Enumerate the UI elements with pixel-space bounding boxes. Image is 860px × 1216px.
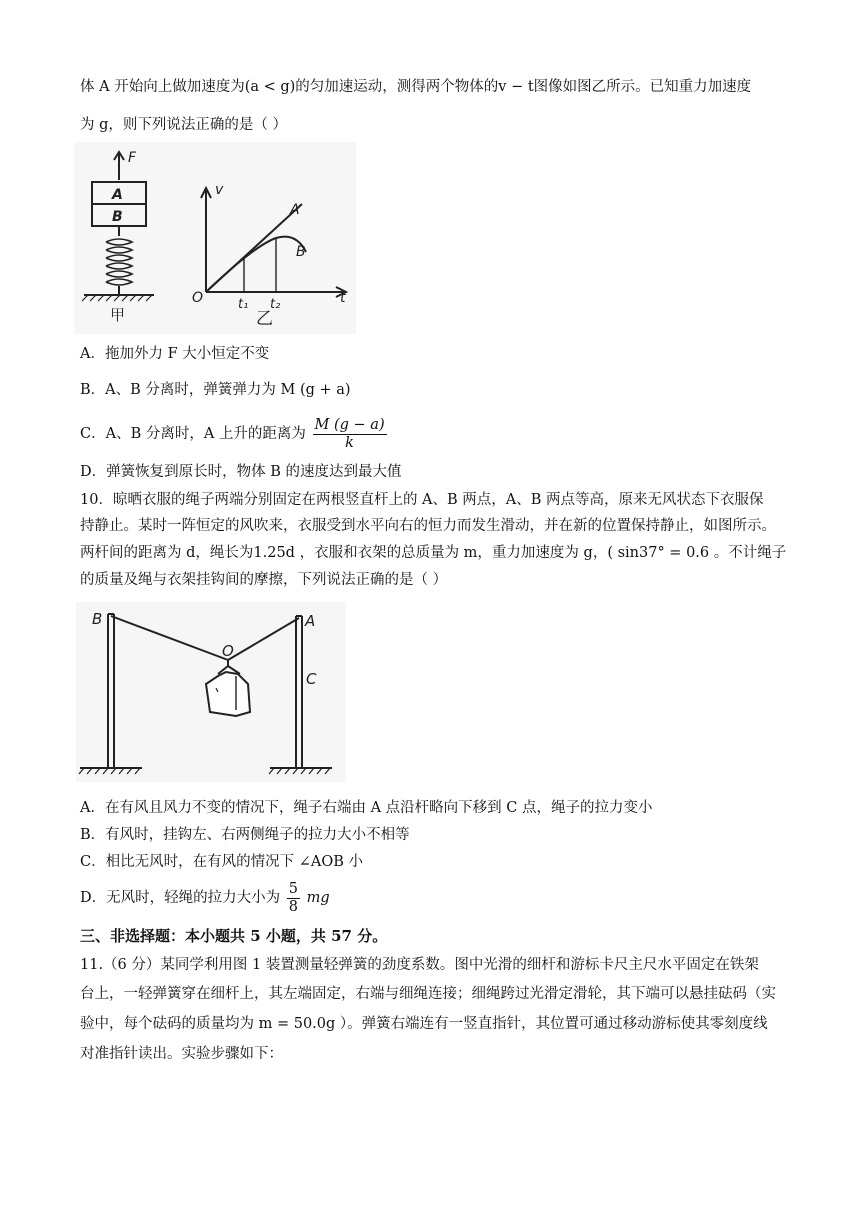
q10-option-d-fraction (287, 881, 300, 916)
q10-option-d-unit: mg (306, 890, 330, 906)
axis-label-t: t (340, 290, 346, 306)
caption-yi: 乙 (256, 309, 273, 329)
block-label-A: A (112, 187, 123, 203)
q11-line-1: 11.（6 分）某同学利用图 1 装置测量轻弹簧的劲度系数。图中光滑的细杆和游标卡尺主尺水平固定在铁架 (80, 957, 759, 973)
q10-line-2: 持静止。某时一阵恒定的风吹来，衣服受到水平向右的恒力而发生滑动，并在新的位置保持静止，如图所示。 (80, 518, 776, 534)
q9-option-c-fraction (313, 417, 387, 452)
q9-option-d: D．弹簧恢复到原长时，物体 B 的速度达到最大值 (80, 464, 402, 480)
q9-line-2: 为 g，则下列说法正确的是（ ） (80, 117, 287, 133)
q10-option-b: B．有风时，挂钩左、右两侧绳子的拉力大小不相等 (80, 827, 410, 843)
q9-option-b: B．A、B 分离时，弹簧弹力为 M (g + a) (80, 382, 351, 398)
caption-jia: 甲 (110, 306, 126, 324)
block-label-B: B (112, 209, 123, 225)
q9-option-c (80, 416, 389, 452)
q9-option-c-text: C．A、B 分离时，A 上升的距离为 (80, 426, 306, 442)
q11-line-2: 台上，一轻弹簧穿在细杆上，其左端固定，右端与细绳连接；细绳跨过光滑定滑轮，其下端可以悬挂砝码（实 (80, 986, 776, 1002)
q10-option-d (80, 880, 330, 916)
q10-option-d-text: D．无风时，轻绳的拉力大小为 (80, 890, 281, 906)
origin-label-O: O (192, 290, 204, 306)
point-label-C: C (306, 670, 317, 688)
force-label-F: F (128, 150, 137, 166)
tick-label-t1: t₁ (238, 297, 249, 312)
point-label-A: A (305, 612, 316, 630)
q9-option-a: A．拖加外力 F 大小恒定不变 (80, 346, 270, 362)
fraction-numerator: M (g − a) (314, 416, 385, 433)
fraction-numerator: 5 (288, 880, 298, 897)
fraction-denominator: k (345, 434, 354, 451)
q11-line-4: 对准指针读出。实验步骤如下： (80, 1046, 283, 1062)
q10-line-1: 10．晾晒衣服的绳子两端分别固定在两根竖直杆上的 A、B 两点，A、B 两点等高，原来无风状态下衣服保 (80, 492, 764, 508)
q9-figure (74, 142, 356, 334)
q9-line-1: 体 A 开始向上做加速度为(a < g)的匀加速运动，测得两个物体的v − t图像如图乙所示。已知重力加速度 (80, 79, 752, 95)
section-header: 三、非选择题：本小题共 5 小题，共 57 分。 (80, 927, 388, 945)
axis-label-v: v (215, 182, 224, 198)
point-label-B: B (92, 610, 103, 628)
curve-label-B: B (296, 244, 306, 260)
q10-option-c: C．相比无风时，在有风的情况下 ∠AOB 小 (80, 854, 363, 870)
q11-line-3: 验中，每个砝码的质量均为 m = 50.0g ）。弹簧右端连有一竖直指针，其位置可通过移动游标使其零刻度线 (80, 1016, 768, 1032)
q10-line-4: 的质量及绳与衣架挂钩间的摩擦，下列说法正确的是（ ） (80, 572, 448, 588)
fraction-denominator: 8 (288, 898, 298, 915)
tick-label-t2: t₂ (270, 297, 281, 312)
q10-line-3: 两杆间的距离为 d，绳长为1.25d ，衣服和衣架的总质量为 m，重力加速度为 g，( sin37° = 0.6 。不计绳子 (80, 545, 787, 561)
point-label-O: O (222, 642, 234, 660)
q10-option-a: A．在有风且风力不变的情况下，绳子右端由 A 点沿杆略向下移到 C 点，绳子的拉力变小 (80, 800, 653, 816)
q10-figure (76, 602, 346, 782)
curve-label-A: A (290, 202, 300, 218)
